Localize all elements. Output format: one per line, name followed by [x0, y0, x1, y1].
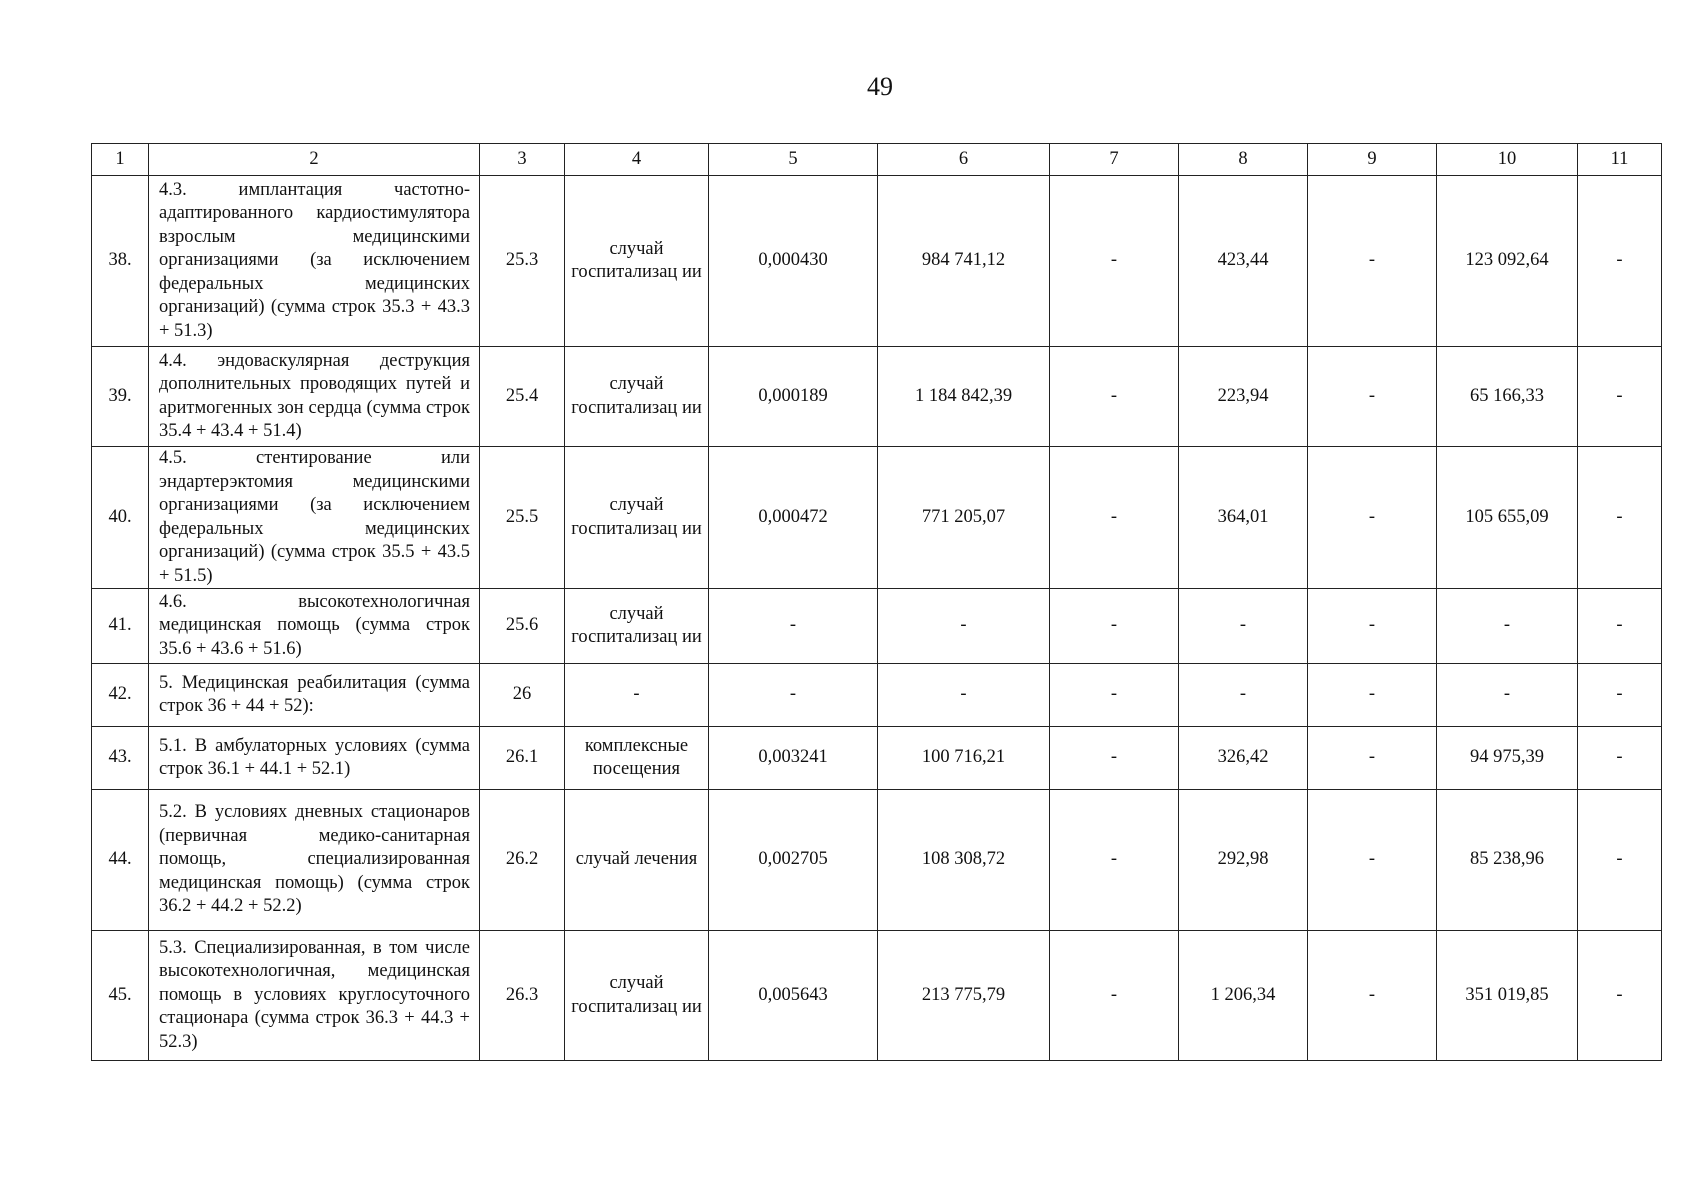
row-code-cell: 25.4: [480, 347, 565, 447]
table-row: [92, 790, 1662, 931]
row-value-cell: -: [1308, 664, 1437, 727]
row-code-cell: 26.3: [480, 931, 565, 1061]
row-value-cell: 105 655,09: [1437, 447, 1578, 589]
row-value-cell: 100 716,21: [878, 727, 1050, 790]
row-number-cell: 40.: [92, 447, 149, 589]
row-value-cell: -: [709, 664, 878, 727]
row-value-cell: -: [1050, 589, 1179, 664]
row-name-cell: 4.5. стентирование или эндартерэктомия медицинскими организациями (за исключением федеральных медицинских организаций) (сумма строк 35.5 + 43.5 + 51.5): [149, 447, 480, 589]
row-value-cell: -: [1308, 589, 1437, 664]
row-number-cell: 41.: [92, 589, 149, 664]
column-header: 9: [1308, 144, 1437, 176]
row-value-cell: 0,005643: [709, 931, 878, 1061]
row-value-cell: -: [878, 664, 1050, 727]
column-header: 5: [709, 144, 878, 176]
column-header: 6: [878, 144, 1050, 176]
row-code-cell: 26: [480, 664, 565, 727]
row-code-cell: 25.3: [480, 176, 565, 347]
table-row: [92, 589, 1662, 664]
row-name-cell: 5.1. В амбулаторных условиях (сумма строк 36.1 + 44.1 + 52.1): [149, 727, 480, 790]
row-value-cell: -: [1308, 447, 1437, 589]
row-number-cell: 38.: [92, 176, 149, 347]
page-number: 49: [867, 72, 893, 101]
row-number-cell: 43.: [92, 727, 149, 790]
row-value-cell: 1 206,34: [1179, 931, 1308, 1061]
row-name-cell: 4.6. высокотехнологичная медицинская помощь (сумма строк 35.6 + 43.6 + 51.6): [149, 589, 480, 664]
row-value-cell: 326,42: [1179, 727, 1308, 790]
row-value-cell: -: [1050, 790, 1179, 931]
column-header: 11: [1578, 144, 1662, 176]
row-number-cell: 45.: [92, 931, 149, 1061]
row-unit-cell: случай госпитализац ии: [565, 447, 709, 589]
row-value-cell: -: [1578, 664, 1662, 727]
row-value-cell: -: [1437, 589, 1578, 664]
row-value-cell: 0,000430: [709, 176, 878, 347]
row-number-cell: 44.: [92, 790, 149, 931]
table-row: [92, 347, 1662, 447]
row-value-cell: -: [1050, 664, 1179, 727]
row-unit-cell: случай госпитализац ии: [565, 931, 709, 1061]
table-row: [92, 664, 1662, 727]
row-number-cell: 42.: [92, 664, 149, 727]
row-value-cell: 0,003241: [709, 727, 878, 790]
row-value-cell: 0,000472: [709, 447, 878, 589]
row-code-cell: 26.2: [480, 790, 565, 931]
row-value-cell: -: [1179, 664, 1308, 727]
row-value-cell: -: [1308, 727, 1437, 790]
row-value-cell: -: [1050, 727, 1179, 790]
column-header: 1: [92, 144, 149, 176]
row-value-cell: 0,002705: [709, 790, 878, 931]
row-value-cell: -: [1308, 176, 1437, 347]
column-header: 3: [480, 144, 565, 176]
row-value-cell: 213 775,79: [878, 931, 1050, 1061]
table-row: [92, 447, 1662, 589]
row-value-cell: -: [1578, 790, 1662, 931]
row-number-cell: 39.: [92, 347, 149, 447]
row-name-cell: 4.4. эндоваскулярная деструкция дополнительных проводящих путей и аритмогенных зон сердца (сумма строк 35.4 + 43.4 + 51.4): [149, 347, 480, 447]
row-name-cell: 4.3. имплантация частотно-адаптированного кардиостимулятора взрослым медицинскими организациями (за исключением федеральных медицинских организаций) (сумма строк 35.3 + 43.3 + 51.3): [149, 176, 480, 347]
row-unit-cell: случай госпитализац ии: [565, 176, 709, 347]
row-value-cell: -: [1308, 931, 1437, 1061]
row-code-cell: 25.6: [480, 589, 565, 664]
row-value-cell: 423,44: [1179, 176, 1308, 347]
row-value-cell: -: [878, 589, 1050, 664]
row-code-cell: 25.5: [480, 447, 565, 589]
column-header: 7: [1050, 144, 1179, 176]
row-value-cell: 223,94: [1179, 347, 1308, 447]
table-row: [92, 727, 1662, 790]
table-row: [92, 931, 1662, 1061]
row-value-cell: -: [1578, 727, 1662, 790]
column-header: 10: [1437, 144, 1578, 176]
row-value-cell: -: [1578, 931, 1662, 1061]
row-value-cell: 65 166,33: [1437, 347, 1578, 447]
row-value-cell: -: [1578, 176, 1662, 347]
row-value-cell: -: [1050, 176, 1179, 347]
row-value-cell: -: [1578, 589, 1662, 664]
row-value-cell: -: [1308, 347, 1437, 447]
column-header: 2: [149, 144, 480, 176]
row-value-cell: 123 092,64: [1437, 176, 1578, 347]
row-value-cell: -: [1437, 664, 1578, 727]
row-unit-cell: -: [565, 664, 709, 727]
row-value-cell: 94 975,39: [1437, 727, 1578, 790]
row-value-cell: -: [1050, 931, 1179, 1061]
row-value-cell: 108 308,72: [878, 790, 1050, 931]
table-header-row: [92, 144, 1662, 176]
row-value-cell: -: [1308, 790, 1437, 931]
row-value-cell: 0,000189: [709, 347, 878, 447]
row-value-cell: 85 238,96: [1437, 790, 1578, 931]
column-header: 8: [1179, 144, 1308, 176]
row-unit-cell: комплексные посещения: [565, 727, 709, 790]
row-unit-cell: случай госпитализац ии: [565, 347, 709, 447]
row-value-cell: -: [1050, 347, 1179, 447]
row-value-cell: -: [1578, 447, 1662, 589]
row-value-cell: 292,98: [1179, 790, 1308, 931]
row-value-cell: 364,01: [1179, 447, 1308, 589]
data-table: [91, 143, 1662, 1061]
row-value-cell: 351 019,85: [1437, 931, 1578, 1061]
row-value-cell: -: [1179, 589, 1308, 664]
row-name-cell: 5. Медицинская реабилитация (сумма строк 36 + 44 + 52):: [149, 664, 480, 727]
row-value-cell: -: [1050, 447, 1179, 589]
row-value-cell: 984 741,12: [878, 176, 1050, 347]
row-value-cell: 1 184 842,39: [878, 347, 1050, 447]
row-unit-cell: случай госпитализац ии: [565, 589, 709, 664]
row-code-cell: 26.1: [480, 727, 565, 790]
row-value-cell: -: [1578, 347, 1662, 447]
row-name-cell: 5.3. Специализированная, в том числе высокотехнологичная, медицинская помощь в условиях круглосуточного стационара (сумма строк 36.3 + 44.3 + 52.3): [149, 931, 480, 1061]
row-value-cell: -: [709, 589, 878, 664]
row-value-cell: 771 205,07: [878, 447, 1050, 589]
column-header: 4: [565, 144, 709, 176]
row-name-cell: 5.2. В условиях дневных стационаров (первичная медико-санитарная помощь, специализированная медицинская помощь) (сумма строк 36.2 + 44.2 + 52.2): [149, 790, 480, 931]
row-unit-cell: случай лечения: [565, 790, 709, 931]
table-row: [92, 176, 1662, 347]
